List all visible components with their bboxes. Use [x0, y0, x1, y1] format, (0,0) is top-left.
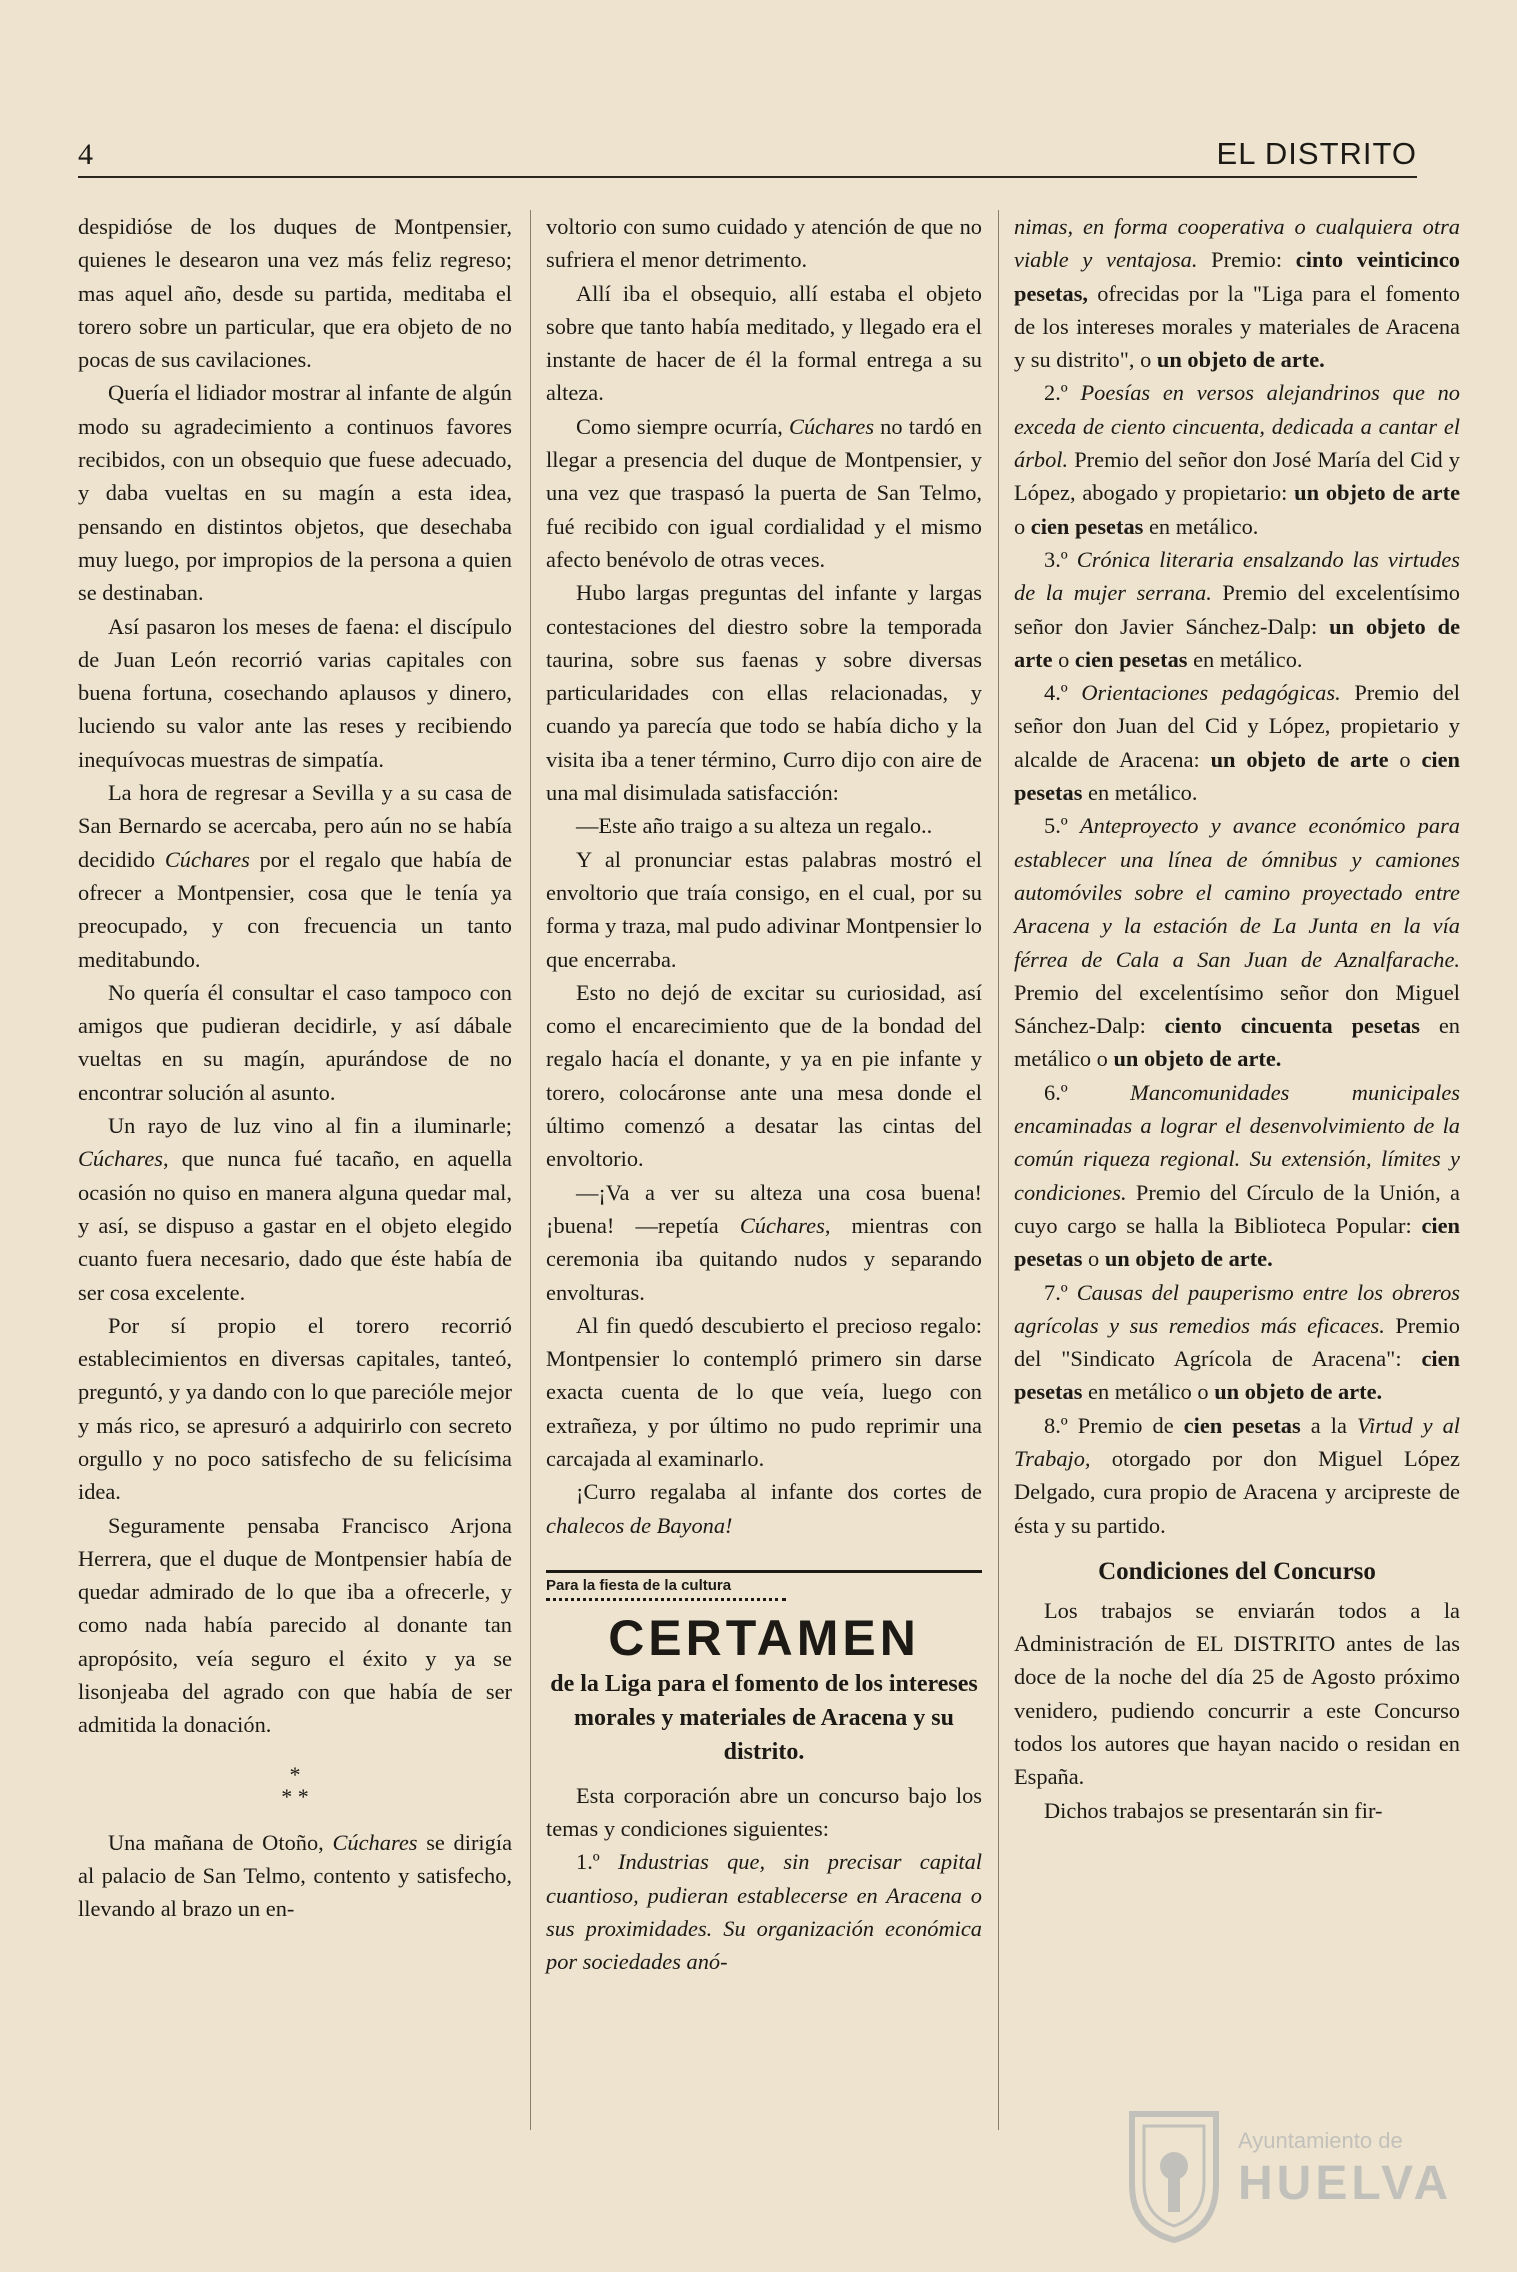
- archive-watermark: [1108, 2100, 1468, 2250]
- page-number: 4: [78, 138, 93, 171]
- paragraph: Allí iba el obsequio, allí estaba el objeto sobre que tanto había meditado, y llegado era el instante de hacer de él la formal entrega a su alteza.: [546, 280, 982, 406]
- paragraph: Esta corporación abre un concurso bajo los temas y condiciones siguientes:: [546, 1782, 982, 1842]
- paragraph: Dichos trabajos se presentarán sin fir-: [1044, 1797, 1383, 1823]
- paragraph: despidióse de los duques de Montpensier, quienes le desearon una vez más feliz regreso; mas aquel año, desde su partida, meditaba el torero sobre un particular, que era objeto de no pocas de sus cavilaciones.: [78, 214, 512, 373]
- page-header: [78, 134, 1417, 178]
- column-3: [1014, 210, 1460, 1827]
- column-separator: [530, 210, 531, 2130]
- column-1: [78, 210, 512, 1926]
- section-rule: [546, 1570, 982, 1573]
- paragraph: Al fin quedó descubierto el precioso regalo: Montpensier lo contempló primero sin darse exacta cuenta de lo que veía, luego con extrañeza, y por último no pudo reprimir una carcajada al examinarlo.: [546, 1312, 982, 1471]
- section-subhead: Condiciones del Concurso: [1098, 1557, 1376, 1585]
- paragraph: 6.º Mancomunidades municipales encaminadas a lograr el desenvolvimiento de la común riqueza regional. Su extensión, límites y condiciones. Premio del Círculo de la Unión, a cuyo cargo se halla la Biblioteca Popular: cien pesetas o un objeto de arte.: [1014, 1079, 1460, 1272]
- paragraph: 4.º Orientaciones pedagógicas. Premio del señor don Juan del Cid y López, propietario y alcalde de Aracena: un objeto de arte o cien pesetas en metálico.: [1014, 680, 1461, 806]
- paragraph: Y al pronunciar estas palabras mostró el envoltorio que traía consigo, en el cual, por su forma y traza, mal pudo adivinar Montpensier lo que encerraba.: [546, 846, 982, 972]
- paragraph: Esto no dejó de excitar su curiosidad, así como el encarecimiento que de la bondad del regalo hacía el donante, y ya en pie infante y torero, colocáronse ante una mesa donde el último comenzó a desatar las cintas del envoltorio.: [546, 979, 982, 1172]
- paragraph: Como siempre ocurría, Cúchares no tardó en llegar a presencia del duque de Montpensier, y una vez que traspasó la puerta de San Telmo, fué recibido con igual cordialidad y el mismo afecto benévolo de otras veces.: [546, 413, 982, 572]
- paragraph: 5.º Anteproyecto y avance económico para establecer una línea de ómnibus y camiones automóviles sobre el camino proyectado entre Aracena y la estación de La Junta en la vía férrea de Cala a San Juan de Aznalfarache. Premio del excelentísimo señor don Miguel Sánchez-Dalp: ciento cincuenta pesetas en metálico o un objeto de arte.: [1014, 813, 1460, 1072]
- dotted-rule: [546, 1598, 786, 1601]
- masthead: EL DISTRITO: [1216, 136, 1417, 171]
- asterism: * * *: [281, 1761, 309, 1809]
- paragraph: Por sí propio el torero recorrió establecimientos en diversas capitales, tanteó, preguntó, y ya dando con lo que parecióle mejor y más rico, se apresuró a adquirirlo con secreto orgullo y no poco satisfecho de su felicísima idea.: [78, 1312, 512, 1505]
- header-rule: [78, 176, 1417, 178]
- watermark-line-2: HUELVA: [1238, 2157, 1453, 2210]
- certamen-title: CERTAMEN: [608, 1609, 920, 1666]
- paragraph: 3.º Crónica literaria ensalzando las virtudes de la mujer serrana. Premio del excelentísimo señor don Javier Sánchez-Dalp: un objeto de arte o cien pesetas en metálico.: [1014, 546, 1461, 672]
- paragraph: Quería el lidiador mostrar al infante de algún modo su agradecimiento a continuos favores recibidos, con un obsequio que fuese adecuado, y daba vueltas en su magín a esta idea, pensando en distintos objetos, que desechaba muy luego, por impropios de la persona a quien se destinaban.: [78, 380, 512, 606]
- paragraph: ¡Curro regalaba al infante dos cortes de chalecos de Bayona!: [546, 1479, 982, 1538]
- paragraph: Un rayo de luz vino al fin a iluminarle; Cúchares, que nunca fué tacaño, en aquella ocasión no quiso en manera alguna quedar mal, y así, se dispuso a gastar en el objeto elegido cuanto fuera necesario, dado que éste había de ser cosa excelente.: [78, 1113, 512, 1305]
- column-separator: [998, 210, 999, 2130]
- paragraph: No quería él consultar el caso tampoco con amigos que pudieran decidirle, y así dábale vueltas en su magín, apurándose de no encontrar solución al asunto.: [78, 979, 512, 1105]
- paragraph: Seguramente pensaba Francisco Arjona Herrera, que el duque de Montpensier había de quedar admirado de lo que iba a ofrecerle, y como nada había parecido al donante tan apropósito, veía seguro el éxito y ya se lisonjeaba del agrado con que había de ser admitida la donación.: [78, 1512, 512, 1738]
- watermark-line-1: Ayuntamiento de: [1238, 2128, 1403, 2153]
- paragraph: La hora de regresar a Sevilla y a su casa de San Bernardo se acercaba, pero aún no se había decidido Cúchares por el regalo que había de ofrecer a Montpensier, cosa que le tenía ya preocupado, y con frecuencia un tanto meditabundo.: [78, 780, 512, 972]
- certamen-subtitle: de la Liga para el fomento de los intereses morales y materiales de Aracena y su distrito.: [550, 1670, 978, 1765]
- paragraph: Hubo largas preguntas del infante y largas contestaciones del diestro sobre la temporada taurina, sobre sus faenas y sobre diversas particularidades con ellas relacionadas, y cuando ya parecía que todo se había dicho y la visita iba a tener término, Curro dijo con aire de una mal disimulada satisfacción:: [546, 580, 982, 806]
- paragraph: voltorio con sumo cuidado y atención de que no sufriera el menor detrimento.: [546, 214, 982, 273]
- paragraph: 1.º Industrias que, sin precisar capital cuantioso, pudieran establecerse en Aracena o sus proximidades. Su organización económica por sociedades anó-: [546, 1849, 982, 1975]
- paragraph: 2.º Poesías en versos alejandrinos que no exceda de ciento cincuenta, dedicada a cantar el árbol. Premio del señor don José María del Cid y López, abogado y propietario: un objeto de arte o cien pesetas en metálico.: [1014, 380, 1461, 539]
- paragraph: —¡Va a ver su alteza una cosa buena! ¡buena! —repetía Cúchares, mientras con ceremonia iba quitando nudos y separando envolturas.: [546, 1179, 982, 1305]
- section-label: Para la fiesta de la cultura: [546, 1576, 732, 1594]
- paragraph: Así pasaron los meses de faena: el discípulo de Juan León recorrió varias capitales con buena fortuna, cosechando aplausos y dinero, luciendo su valor ante las reses y recibiendo inequívocas muestras de simpatía.: [78, 613, 512, 772]
- paragraph: Una mañana de Otoño, Cúchares se dirigía al palacio de San Telmo, contento y satisfecho, llevando al brazo un en-: [78, 1829, 513, 1922]
- coat-of-arms-icon: [1122, 2104, 1226, 2244]
- column-2: [546, 210, 982, 1979]
- paragraph: 7.º Causas del pauperismo entre los obreros agrícolas y sus remedios más eficaces. Premio del "Sindicato Agrícola de Aracena": cien pesetas en metálico o un objeto de arte.: [1014, 1279, 1460, 1405]
- paragraph: Los trabajos se enviarán todos a la Administración de EL DISTRITO antes de las doce de la noche del día 25 de Agosto próximo venidero, pudiendo concurrir a este Concurso todos los autores que hayan nacido o residan en España.: [1014, 1597, 1460, 1790]
- paragraph: —Este año traigo a su alteza un regalo..: [576, 813, 933, 839]
- certamen-section: [546, 1570, 982, 1979]
- paragraph: nimas, en forma cooperativa o cualquiera otra viable y ventajosa. Premio: cinto veinticinco pesetas, ofrecidas por la "Liga para el fomento de los intereses morales y materiales de Aracena y su distrito", o un objeto de arte.: [1014, 214, 1460, 373]
- paragraph: 8.º Premio de cien pesetas a la Virtud y al Trabajo, otorgado por don Miguel López Delgado, cura propio de Aracena y arcipreste de ésta y su partido.: [1014, 1412, 1460, 1538]
